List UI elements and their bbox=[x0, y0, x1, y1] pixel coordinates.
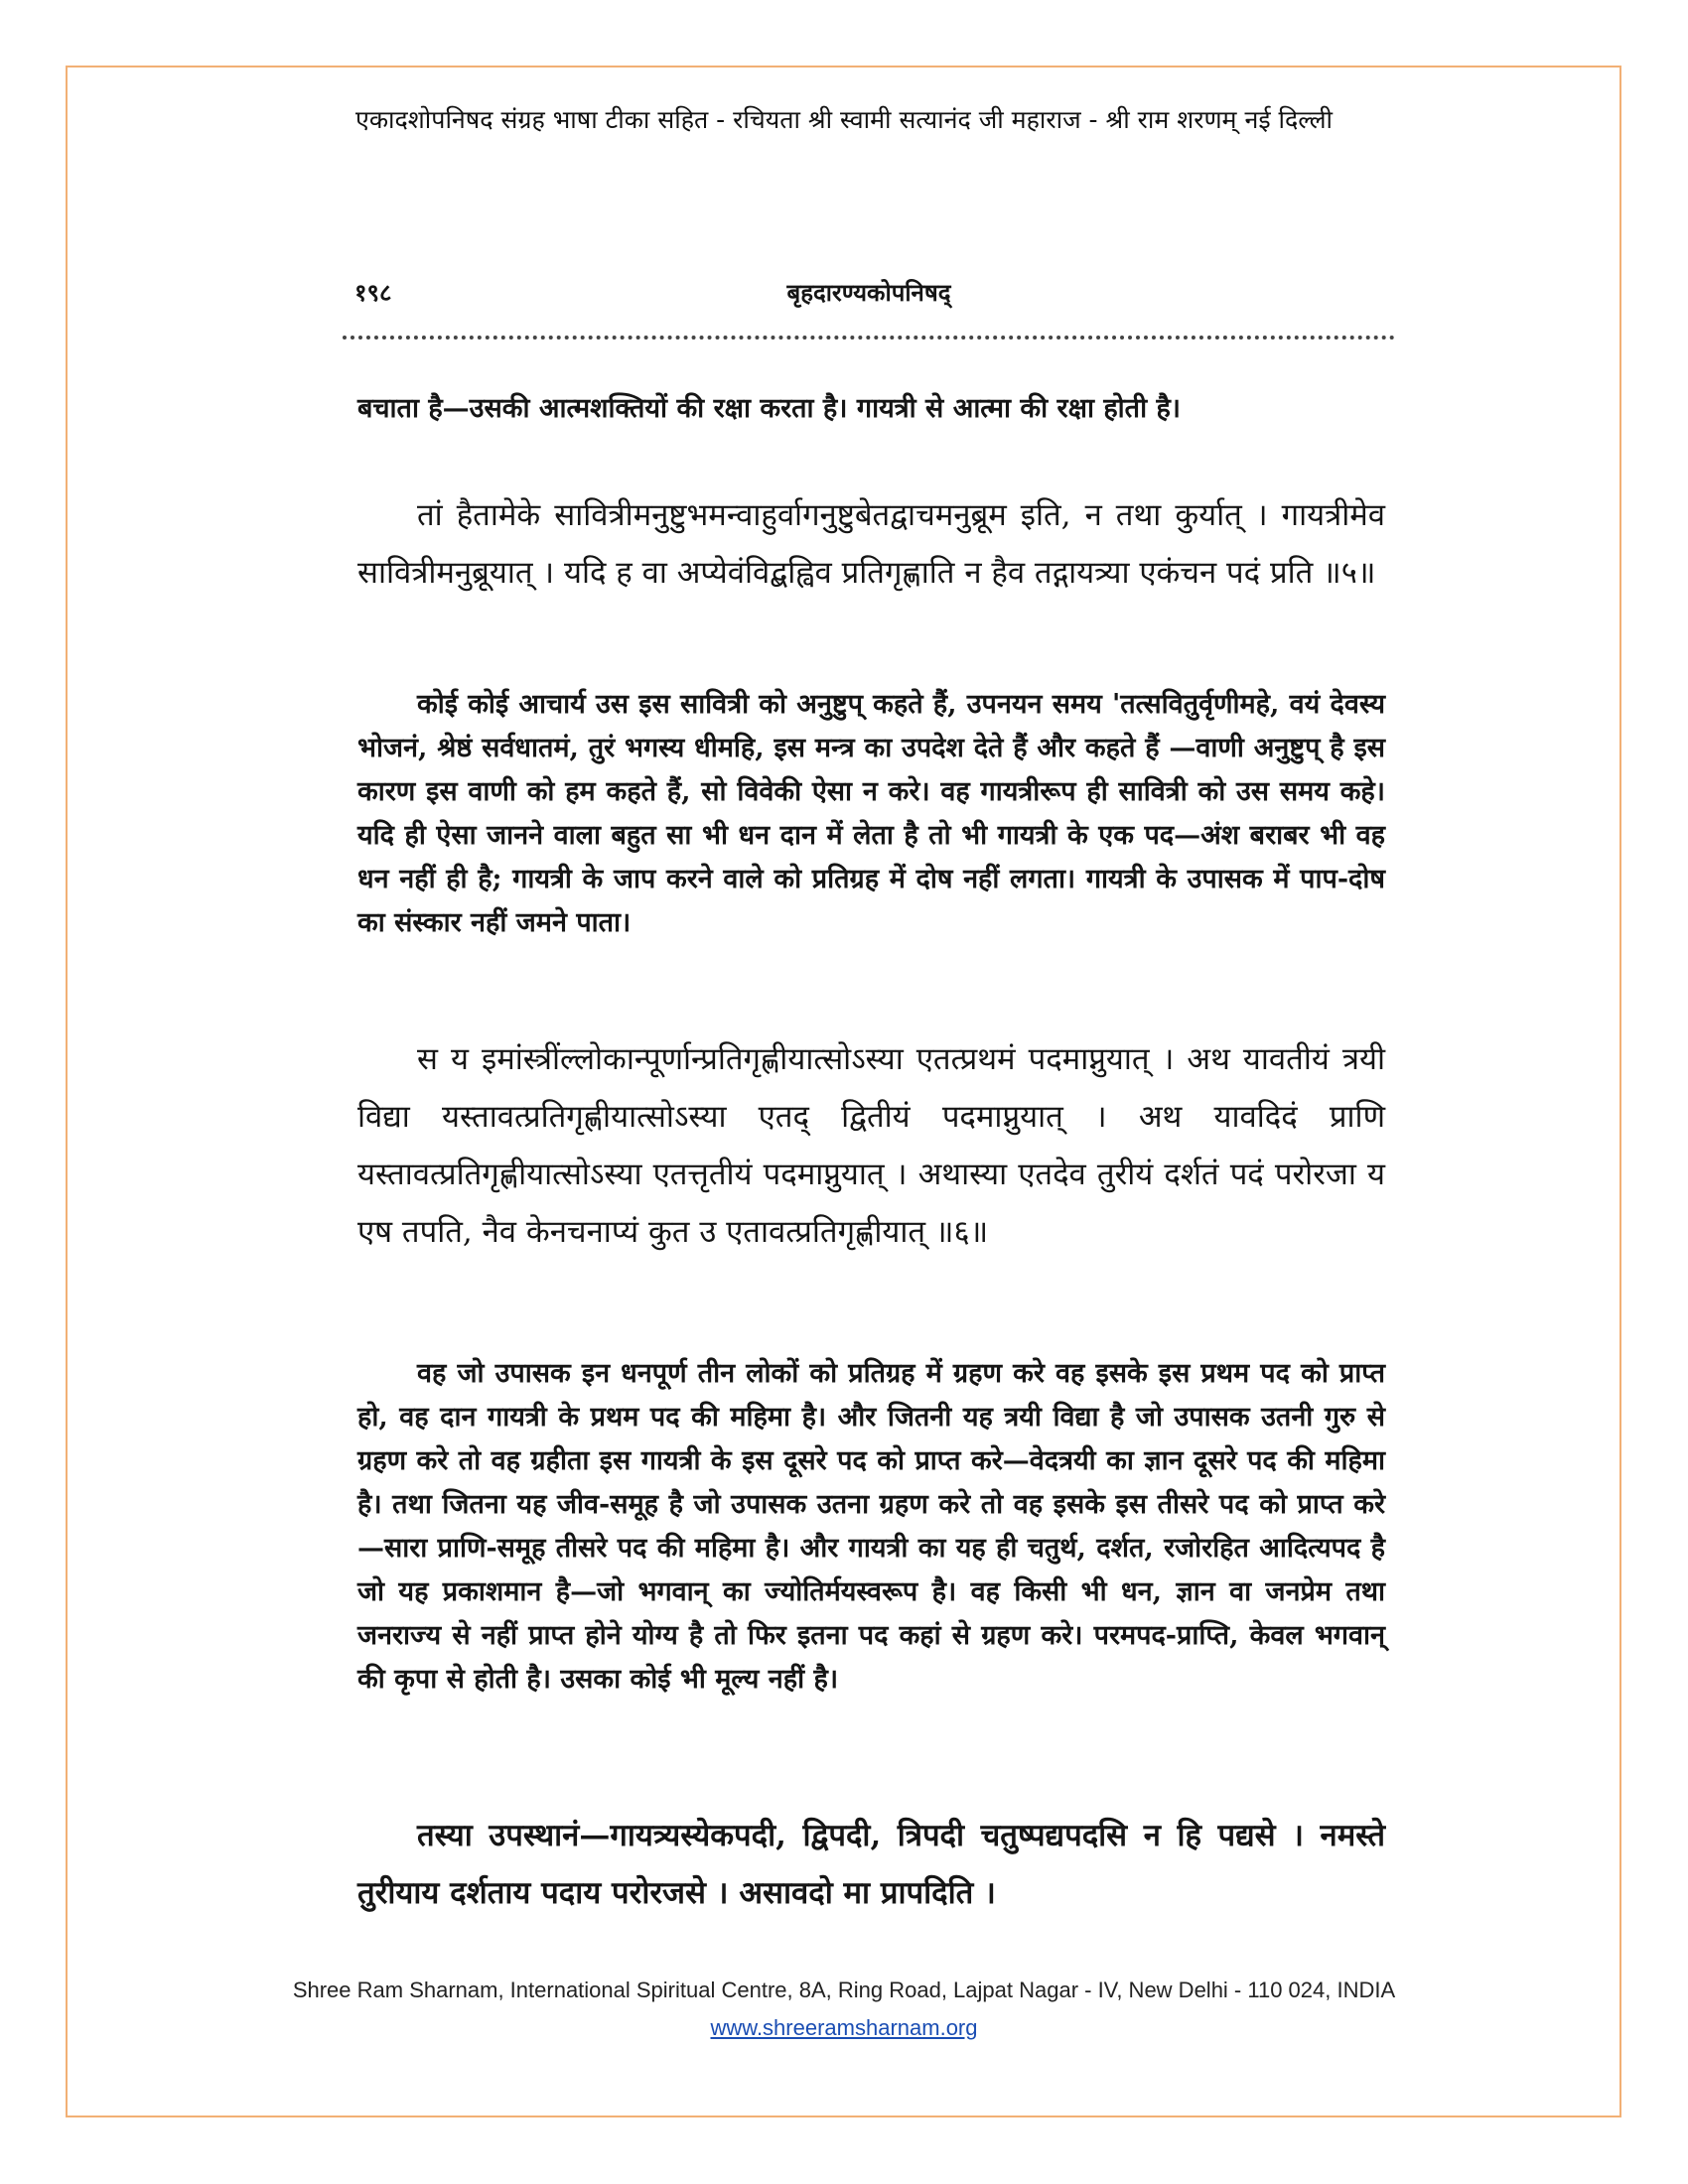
commentary-verse-6: वह जो उपासक इन धनपूर्ण तीन लोकों को प्रतिग्रह में ग्रहण करे वह इसके इस प्रथम पद को प्राप्त हो, वह दान गायत्री के प्रथम पद की महिमा है। और जितनी यह त्रयी विद्या है जो उपासक उतनी गुरु से ग्रहण करे तो वह ग्रहीता इस गायत्री के इस दूसरे पद को प्राप्त करे—वेदत्रयी का ज्ञान दूसरे पद की महिमा है। तथा जितना यह जीव-समूह है जो उपासक उतना ग्रहण करे तो वह इसके इस तीसरे पद को प्राप्त करे—सारा प्राणि-समूह तीसरे पद की महिमा है। और गायत्री का यह ही चतुर्थ, दर्शत, रजोरहित आदित्यपद है जो यह प्रकाशमान है—जो भगवान् का ज्योतिर्मयस्वरूप है। वह किसी भी धन, ज्ञान वा जनप्रेम तथा जनराज्य से नहीं प्राप्त होने योग्य है तो फिर इतना पद कहां से ग्रहण करे। परमपद-प्राप्ति, केवल भगवान् की कृपा से होती है। उसका कोई भी मूल्य नहीं है। bbox=[357, 1358, 1385, 1695]
header-rule bbox=[343, 336, 1395, 340]
scanned-page bbox=[333, 189, 1405, 1936]
page-number: १९८ bbox=[354, 278, 392, 307]
intro-paragraph: बचाता है—उसकी आत्मशक्तियों की रक्षा करता है। गायत्री से आत्मा की रक्षा होती है। bbox=[357, 393, 1182, 424]
verse-5: तां हैतामेके सावित्रीमनुष्टुभमन्वाहुर्वागनुष्टुबेतद्वाचमनुब्रूम इति, न तथा कुर्यात् । गायत्रीमेव सावित्रीमनुब्रूयात् । यदि ह वा अप्येवंविद्बह्विव प्रतिगृह्णाति न हैव तद्गायत्र्या एकंचन पदं प्रति ॥५॥ bbox=[357, 497, 1385, 591]
running-title: बृहदारण्यकोपनिषद् bbox=[786, 278, 951, 307]
document-header: एकादशोपनिषद संग्रह भाषा टीका सहित - रचियता श्री स्वामी सत्यानंद जी महाराज - श्री राम शरणम् नई दिल्ली bbox=[355, 105, 1333, 134]
verse-7-start: तस्या उपस्थानं—गायत्र्यस्येकपदी, द्विपदी, त्रिपदी चतुष्पद्यपदसि न हि पद्यसे । नमस्ते तुरीयाय दर्शताय पदाय परोरजसे । असावदो मा प्रापदिति । bbox=[357, 1818, 1385, 1911]
footer-address: Shree Ram Sharnam, International Spiritual Centre, 8A, Ring Road, Lajpat Nagar - IV, New Delhi - 110 024, INDIA bbox=[292, 1978, 1396, 2002]
footer-website-link[interactable]: www.shreeramsharnam.org bbox=[710, 2015, 978, 2040]
verse-6: स य इमांस्त्रींल्लोकान्पूर्णान्प्रतिगृह्णीयात्सोऽस्या एतत्प्रथमं पदमाप्नुयात् । अथ यावतीयं त्रयी विद्या यस्तावत्प्रतिगृह्णीयात्सोऽस्या एतद् द्वितीयं पदमाप्नुयात् । अथ यावदिदं प्राणि यस्तावत्प्रतिगृह्णीयात्सोऽस्या एतत्तृतीयं पदमाप्नुयात् । अथास्या एतदेव तुरीयं दर्शतं पदं परोरजा य एष तपति, नैव केनचनाप्यं कुत उ एतावत्प्रतिगृह्णीयात् ॥६॥ bbox=[357, 1041, 1385, 1250]
commentary-verse-5: कोई कोई आचार्य उस इस सावित्री को अनुष्टुप् कहते हैं, उपनयन समय 'तत्सवितुर्वृणीमहे, वयं देवस्य भोजनं, श्रेष्ठं सर्वधातमं, तुरं भगस्य धीमहि, इस मन्त्र का उपदेश देते हैं और कहते हैं —वाणी अनुष्टुप् है इस कारण इस वाणी को हम कहते हैं, सो विवेकी ऐसा न करे। वह गायत्रीरूप ही सावित्री को उस समय कहे। यदि ही ऐसा जानने वाला बहुत सा भी धन दान में लेता है तो भी गायत्री के एक पद—अंश बराबर भी वह धन नहीं ही है; गायत्री के जाप करने वाले को प्रतिग्रह में दोष नहीं लगता। गायत्री के उपासक में पाप-दोष का संस्कार नहीं जमने पाता। bbox=[357, 689, 1385, 938]
